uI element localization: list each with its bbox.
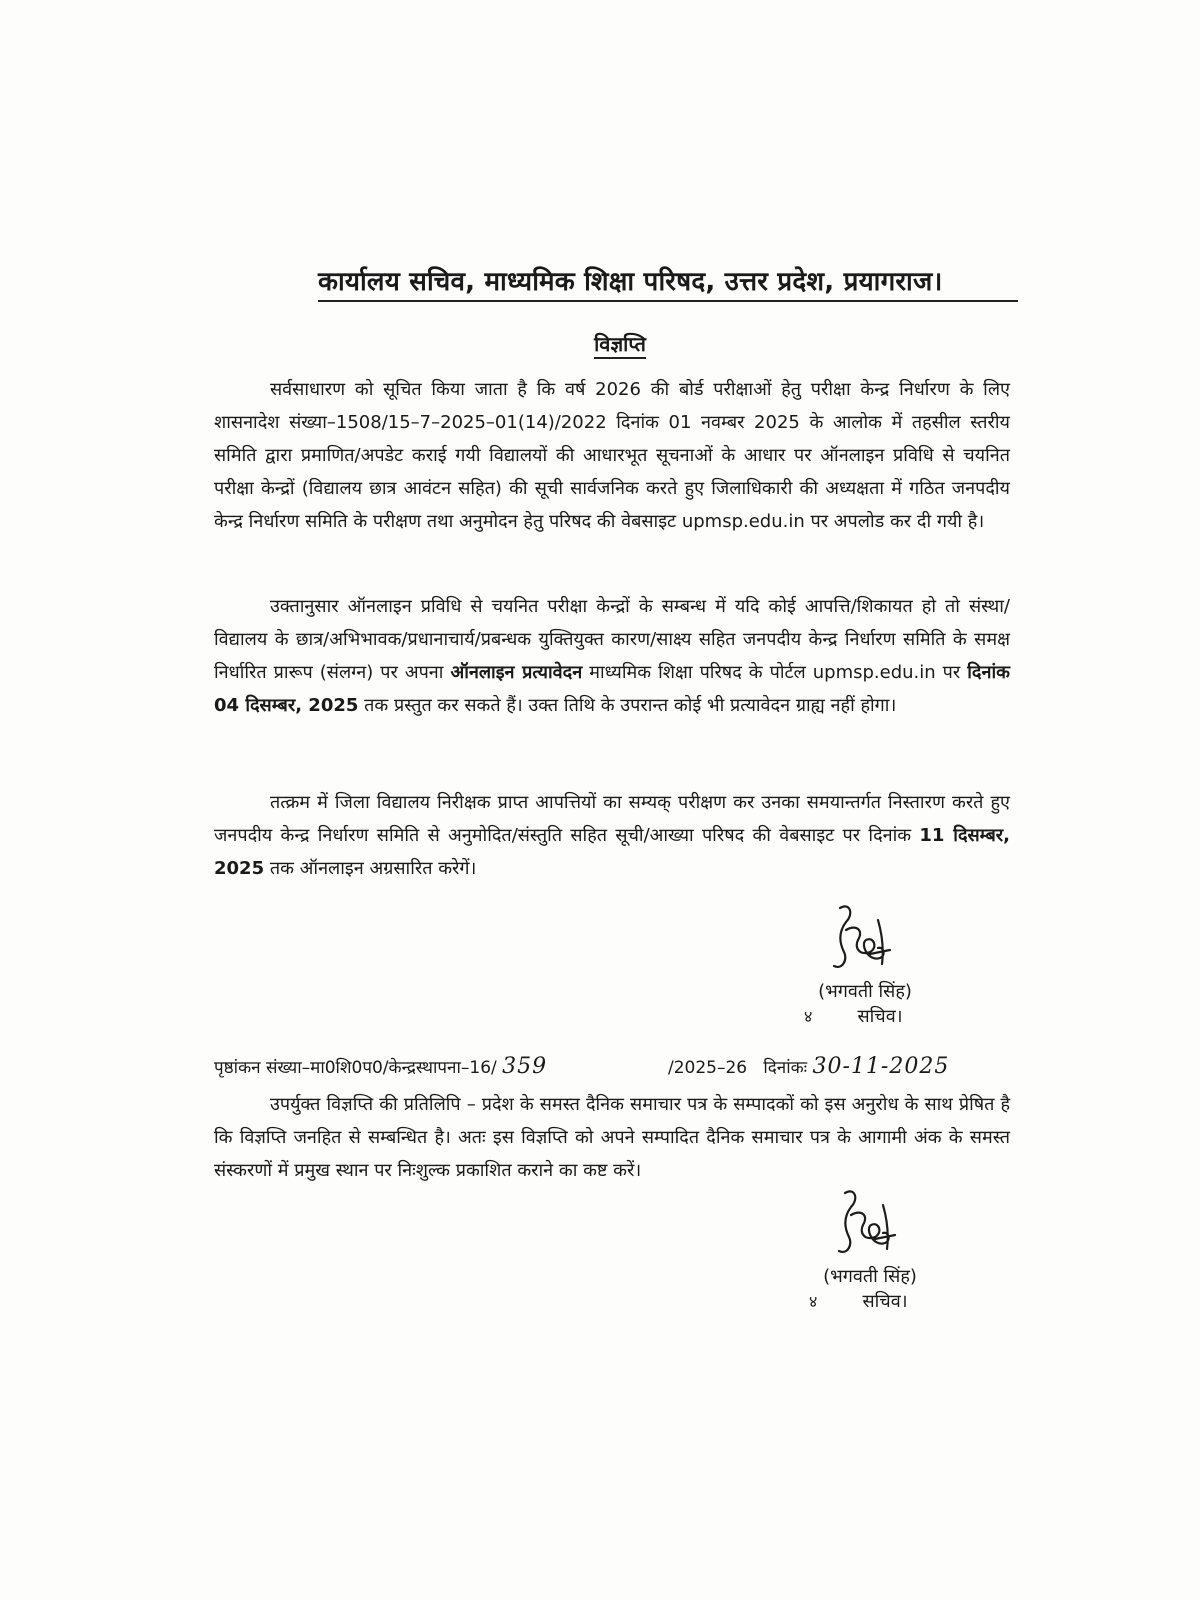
reference-date: 30-11-2025 [812, 1054, 950, 1079]
reference-prefix: पृष्ठांकन संख्या–मा0शि0प0/केन्द्रस्थापना–16/ [214, 1058, 497, 1078]
reference-number: 359 [502, 1054, 548, 1079]
paragraph-2-part3: तक प्रस्तुत कर सकते हैं। उक्त तिथि के उपरान्त कोई भी प्रत्यावेदन ग्राह्य नहीं होगा। [364, 695, 897, 716]
paragraph-4 [214, 1088, 1010, 1187]
reference-date-label: दिनांकः [763, 1058, 808, 1078]
paragraph-2-part2: माध्यमिक शिक्षा परिषद के पोर्टल upmsp.edu.in पर [589, 662, 961, 683]
paragraph-1-text: सर्वसाधारण को सूचित किया जाता है कि वर्ष 2026 की बोर्ड परीक्षाओं हेतु परीक्षा केन्द्र निर्धारण के लिए शासनादेश संख्या–1508/15–7–2025–01(14)/2022 दिनांक 01 नवम्बर 2025 के आलोक में तहसील स्तरीय समिति द्वारा प्रमाणित/अपडेट कराई गयी विद्यालयों की आधारभूत सूचनाओं के आधार पर ऑनलाइन प्रविधि से चयनित परीक्षा केन्द्रों (विद्यालय छात्र आवंटन सहित) की सूची सार्वजनिक करते हुए जिलाधिकारी की अध्यक्षता में गठित जनपदीय केन्द्र निर्धारण समिति के परीक्षण तथा अनुमोदन हेतु परिषद की वेबसाइट upmsp.edu.in पर अपलोड कर दी गयी है। [214, 379, 1010, 532]
paragraph-3-bold1: 11 दिसम्बर, 2025 [214, 825, 1011, 879]
notice-heading [0, 330, 1200, 357]
handwritten-tick-1: ४ [804, 1007, 813, 1026]
signatory-designation-1 [790, 1004, 940, 1030]
paragraph-1 [214, 373, 1010, 538]
notice-heading-text: विज्ञप्ति [594, 332, 646, 359]
signatory-name-1: (भगवती सिंह) [818, 981, 912, 1002]
handwritten-tick-2: ४ [809, 1292, 818, 1311]
designation-text-2: सचिव। [862, 1291, 908, 1312]
reference-line [214, 1054, 1094, 1079]
handwritten-signature-1 [820, 900, 910, 980]
paragraph-2-bold2: दिनांक 04 दिसम्बर, 2025 [214, 662, 1010, 716]
signature-block-2 [795, 1185, 945, 1315]
reference-year: /2025–26 [667, 1058, 748, 1078]
signatory-designation-2 [795, 1289, 945, 1315]
paragraph-4-text: उपर्युक्त विज्ञप्ति की प्रतिलिपि – प्रदेश के समस्त दैनिक समाचार पत्र के सम्पादकों को इस अनुरोध के साथ प्रेषित है कि विज्ञप्ति जनहित से सम्बन्धित है। अतः इस विज्ञप्ति को अपने सम्पादित दैनिक समाचार पत्र के आगामी अंक के समस्त संस्करणों में प्रमुख स्थान पर निःशुल्क प्रकाशित कराने का कष्ट करें। [214, 1094, 1010, 1181]
signature-block-1 [790, 900, 940, 1030]
signatory-name-2: (भगवती सिंह) [823, 1266, 917, 1287]
designation-text-1: सचिव। [857, 1006, 903, 1027]
paragraph-2-part1: उक्तानुसार ऑनलाइन प्रविधि से चयनित परीक्षा केन्द्रों के सम्बन्ध में यदि कोई आपत्ति/शिकायत हो तो संस्था/विद्यालय के छात्र/अभिभावक/प्रधानाचार्य/प्रबन्धक युक्तियुक्त कारण/साक्ष्य सहित जनपदीय केन्द्र निर्धारण समिति के समक्ष निर्धारित प्रारूप (संलग्न) पर अपना [214, 596, 1010, 683]
paragraph-2 [214, 590, 1010, 722]
paragraph-3-part2: तक ऑनलाइन अग्रसारित करेगें। [269, 858, 477, 879]
paragraph-3-part1: तत्क्रम में जिला विद्यालय निरीक्षक प्राप्त आपत्तियों का सम्यक् परीक्षण कर उनका समयान्तर्गत निस्तारण करते हुए जनपदीय केन्द्र निर्धारण समिति से अनुमोदित/संस्तुति सहित सूची/आख्या परिषद की वेबसाइट पर दिनांक [214, 792, 1010, 846]
paragraph-3 [214, 786, 1010, 885]
office-title: कार्यालय सचिव, माध्यमिक शिक्षा परिषद, उत्तर प्रदेश, प्रयागराज। [318, 262, 1018, 302]
handwritten-signature-2 [825, 1185, 915, 1265]
paragraph-2-bold1: ऑनलाइन प्रत्यावेदन [450, 662, 583, 683]
